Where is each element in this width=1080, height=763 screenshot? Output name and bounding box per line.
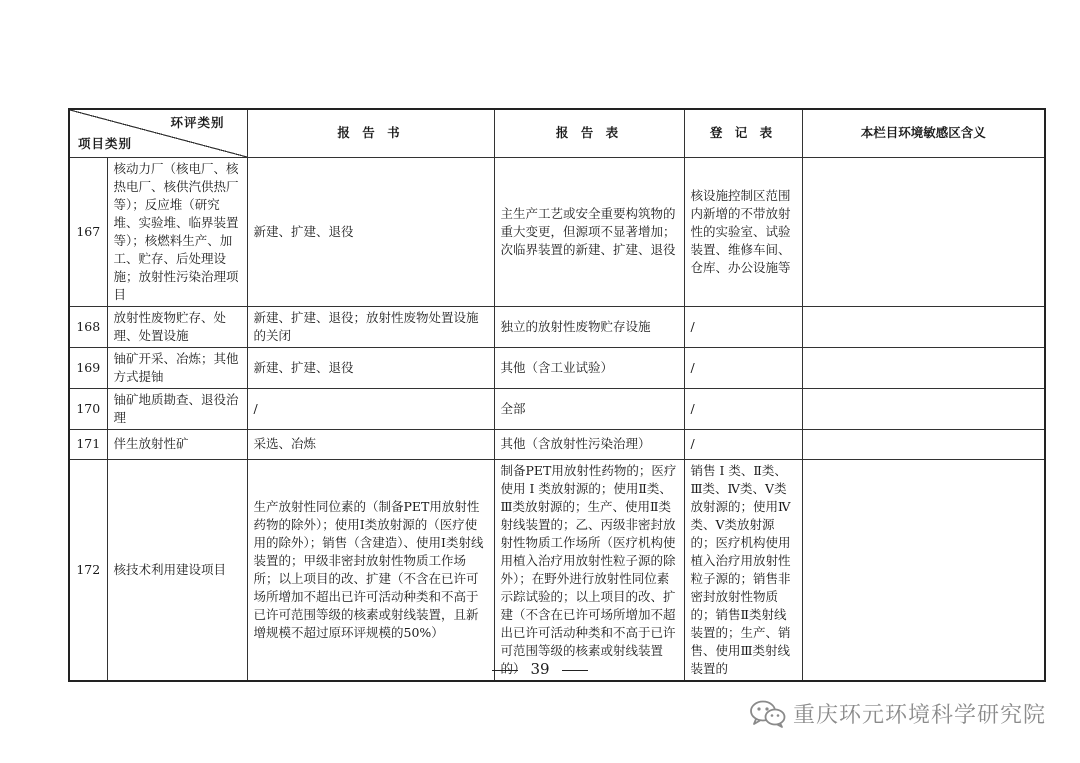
project-category-cell: 放射性废物贮存、处理、处置设施	[107, 306, 247, 347]
report-form-cell: 主生产工艺或安全重要构筑物的重大变更，但源项不显著增加；次临界装置的新建、扩建、退役	[494, 157, 684, 306]
wechat-icon	[749, 699, 787, 729]
registration-cell: /	[684, 388, 802, 429]
row-number: 168	[69, 306, 107, 347]
report-book-cell: 新建、扩建、退役；放射性废物处置设施的关闭	[247, 306, 494, 347]
report-book-cell: 生产放射性同位素的（制备PET用放射性药物的除外）；使用I类放射源的（医疗使用的除外）；销售（含建造）、使用I类射线装置的；甲级非密封放射性物质工作场所；以上项目的改、扩建（不含在已许可场所增加不超出已许可活动种类和不高于已许可范围等级的核素或射线装置，且新增规模不超过原环评规模的50%）	[247, 459, 494, 681]
row-number: 171	[69, 429, 107, 459]
registration-cell: /	[684, 429, 802, 459]
table-row	[69, 157, 1045, 306]
table-header-row	[69, 109, 1045, 157]
project-category-cell: 伴生放射性矿	[107, 429, 247, 459]
page-number-dash-right	[562, 670, 588, 671]
report-book-cell: 新建、扩建、退役	[247, 157, 494, 306]
watermark-text: 重庆环元环境科学研究院	[792, 703, 1046, 728]
report-book-cell: 采选、冶炼	[247, 429, 494, 459]
row-number: 170	[69, 388, 107, 429]
registration-cell: 销售 I 类、Ⅱ类、Ⅲ类、Ⅳ类、Ⅴ类放射源的；使用Ⅳ类、Ⅴ类放射源的；医疗机构使用植入治疗用放射性粒子源的；销售非密封放射性物质的；销售Ⅱ类射线装置的；生产、销售、使用Ⅲ类射线装置的	[684, 459, 802, 681]
env-category-label: 环评类别	[170, 115, 225, 130]
project-category-cell: 核动力厂（核电厂、核热电厂、核供汽供热厂等）；反应堆（研究堆、实验堆、临界装置等）；核燃料生产、加工、贮存、后处理设施；放射性污染治理项目	[107, 157, 247, 306]
row-number: 169	[69, 347, 107, 388]
registration-cell: /	[684, 306, 802, 347]
page-number	[0, 660, 1080, 678]
page-number-dash-left	[492, 670, 518, 671]
project-category-label: 项目类别	[78, 135, 133, 151]
project-category-cell: 铀矿地质勘查、退役治理	[107, 388, 247, 429]
registration-form-header: 登 记 表	[684, 109, 802, 157]
table-row	[69, 347, 1045, 388]
sensitive-area-cell	[802, 388, 1045, 429]
project-category-cell: 核技术利用建设项目	[107, 459, 247, 681]
registration-cell: /	[684, 347, 802, 388]
report-form-cell: 全部	[494, 388, 684, 429]
sensitive-area-cell	[802, 306, 1045, 347]
registration-cell: 核设施控制区范围内新增的不带放射性的实验室、试验装置、维修车间、仓库、办公设施等	[684, 157, 802, 306]
report-book-cell: /	[247, 388, 494, 429]
project-category-cell: 铀矿开采、冶炼；其他方式提铀	[107, 347, 247, 388]
table-row	[69, 459, 1045, 681]
sensitive-area-cell	[802, 459, 1045, 681]
sensitive-area-cell	[802, 157, 1045, 306]
table-row	[69, 306, 1045, 347]
row-number: 172	[69, 459, 107, 681]
sensitive-area-cell	[802, 429, 1045, 459]
row-number: 167	[69, 157, 107, 306]
report-book-cell: 新建、扩建、退役	[247, 347, 494, 388]
report-form-header: 报 告 表	[494, 109, 684, 157]
report-book-header: 报 告 书	[247, 109, 494, 157]
table-row	[69, 388, 1045, 429]
diagonal-header-cell	[69, 109, 247, 157]
table-row	[69, 429, 1045, 459]
report-form-cell: 其他（含工业试验）	[494, 347, 684, 388]
environmental-assessment-table	[68, 108, 1046, 682]
sensitive-area-header: 本栏目环境敏感区含义	[802, 109, 1045, 157]
report-form-cell: 其他（含放射性污染治理）	[494, 429, 684, 459]
report-form-cell: 独立的放射性废物贮存设施	[494, 306, 684, 347]
watermark	[749, 698, 1046, 729]
sensitive-area-cell	[802, 347, 1045, 388]
page-number-value: 39	[530, 660, 550, 678]
report-form-cell: 制备PET用放射性药物的；医疗使用 I 类放射源的；使用Ⅱ类、Ⅲ类放射源的；生产、使用Ⅱ类射线装置的；乙、丙级非密封放射性物质工作场所（医疗机构使用植入治疗用放射性粒子源的除外）；在野外进行放射性同位素示踪试验的；以上项目的改、扩建（不含在已许可场所增加不超出已许可活动种类和不高于已许可范围等级的核素或射线装置的）	[494, 459, 684, 681]
